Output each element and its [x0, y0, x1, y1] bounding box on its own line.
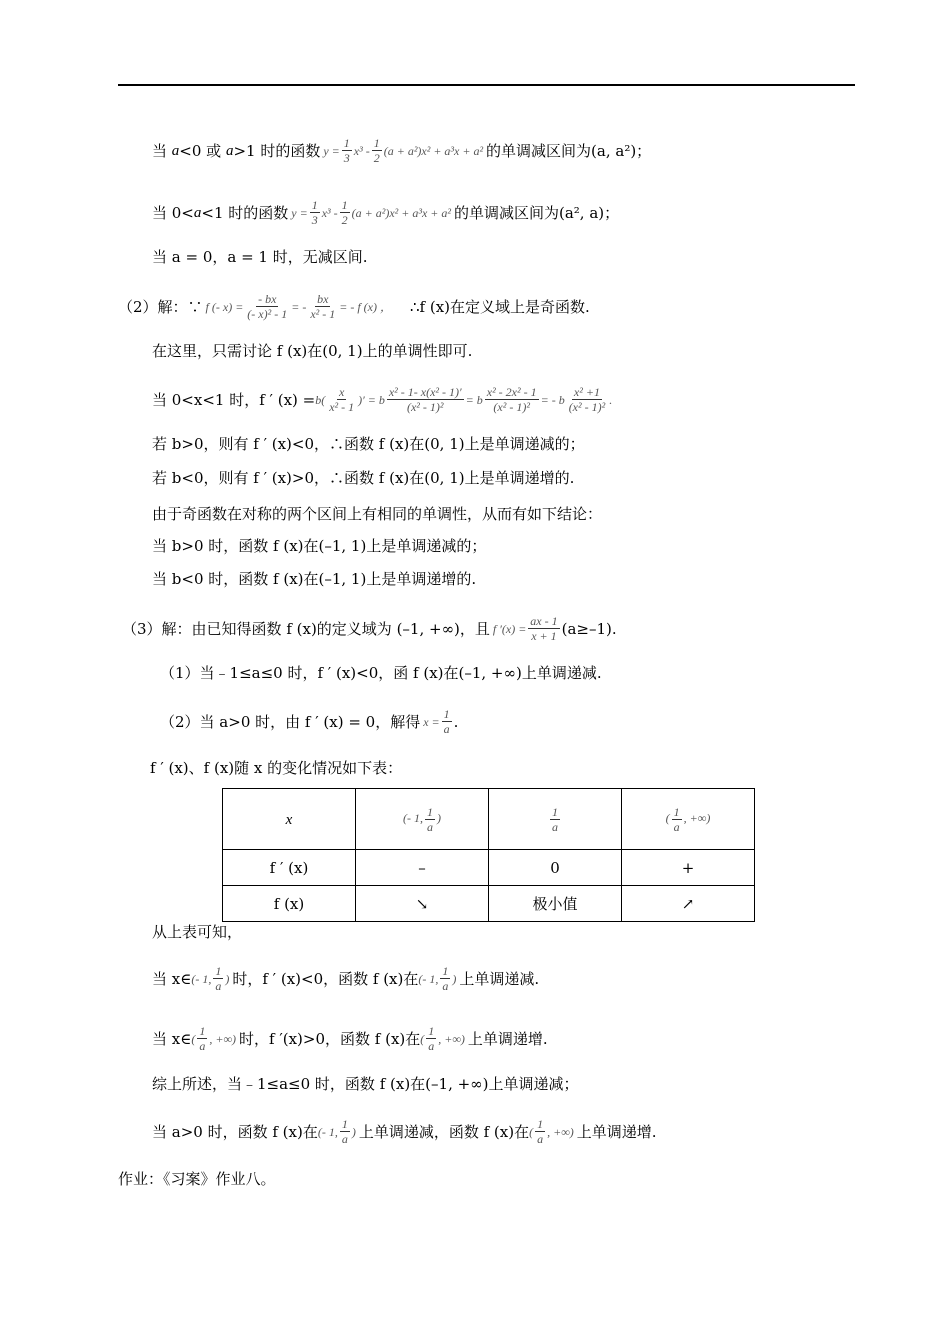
function-formula-1: y = $\frac{1}{3}$ x³ - $\frac{1}{2}$ (a + a²)x² + a³x + a² [320, 136, 487, 165]
text-segment: >1 时的函数 [233, 141, 321, 160]
table-cell: 极小值 [489, 886, 622, 922]
interval-formula: ( $\frac{1}{a}$ , +∞) [191, 1024, 239, 1053]
table-header-interval2: ( $\frac{1}{a}$ , +∞) [622, 789, 755, 850]
table-cell: 0 [489, 850, 622, 886]
text-segment: 上单调递增. [576, 1122, 657, 1141]
text-segment: （3）解：由已知得函数 f (x)的定义域为 (–1, +∞)，且 [122, 619, 490, 638]
interval-formula: ( $\frac{1}{a}$ , +∞) [529, 1117, 577, 1146]
text-line-3: 当 a = 0，a = 1 时，无减区间. [152, 248, 368, 266]
text-line-13: （1）当﹣1≤a≤0 时，f ′ (x)<0，函 f (x)在(–1, +∞)上单调递减. [160, 664, 602, 682]
text-line-19: 综上所述，当﹣1≤a≤0 时，函数 f (x)在(–1, +∞)上单调递减； [152, 1075, 579, 1093]
function-formula-2: y = $\frac{1}{3}$ x³ - $\frac{1}{2}$ (a + a²)x² + a³x + a² [288, 198, 454, 227]
interval-formula: ( $\frac{1}{a}$ , +∞) [420, 1024, 468, 1053]
text-line-7: 若 b>0，则有 f ′ (x)<0，∴函数 f (x)在(0, 1)上是单调递减的； [152, 435, 585, 453]
text-line-8: 若 b<0，则有 f ′ (x)>0，∴函数 f (x)在(0, 1)上是单调递增的. [152, 469, 575, 487]
text-line-9: 由于奇函数在对称的两个区间上有相同的单调性，从而有如下结论： [152, 505, 603, 523]
text-line-4 [118, 292, 590, 321]
text-segment: 上单调递减，函数 f (x)在 [358, 1122, 530, 1141]
text-segment: 当 x∈ [152, 1029, 192, 1048]
text-segment: 的单调减区间为(a², a)； [453, 203, 620, 222]
table-header-critical: $\frac{1}{a}$ [489, 789, 622, 850]
odd-function-formula: f (- x) = $\frac{- bx}{\text{(- x)² - 1}}$ = - $\frac{bx}{\text{x² - 1}}$ = - f (x) ， [202, 292, 410, 321]
text-line-1 [152, 136, 651, 165]
text-segment: 时，f ′ (x)<0，函数 f (x)在 [232, 969, 419, 988]
text-segment: （2）当 a>0 时，由 f ′ (x) = 0，解得 [160, 712, 421, 731]
text-line-6 [152, 385, 612, 414]
text-line-17 [152, 964, 539, 993]
text-segment: ∴f (x)在定义域上是奇函数. [409, 297, 590, 316]
text-line-10: 当 b>0 时，函数 f (x)在(–1, 1)上是单调递减的； [152, 537, 487, 555]
var-a: a [171, 142, 180, 159]
text-segment: 上单调递增. [467, 1029, 548, 1048]
table-cell: – [356, 850, 489, 886]
text-line-14: （2）当 a>0 时，由 f ′ (x) = 0，解得 x = $\frac{1}{a}$ . [160, 707, 459, 736]
text-segment: 当 [152, 141, 168, 160]
table-cell: ↘ [356, 886, 489, 922]
text-segment: (a≥–1). [561, 619, 617, 638]
text-line-12 [122, 614, 617, 643]
text-line-20 [152, 1117, 657, 1146]
text-line-5: 在这里，只需讨论 f (x)在(0, 1)上的单调性即可. [152, 342, 473, 360]
homework-line: 作业：《习案》作业八。 [118, 1170, 276, 1188]
interval-formula: (- 1, $\frac{1}{a}$ ) [191, 964, 233, 993]
text-segment: （2）解：∵ [118, 297, 203, 316]
interval-formula: (- 1, $\frac{1}{a}$ ) [317, 1117, 359, 1146]
table-cell: f (x) [223, 886, 356, 922]
header-rule [118, 84, 855, 86]
derivative-formula-3: f ′(x) = $\frac{ax - 1}{x + 1}$ [489, 614, 558, 643]
table-header-x: x [223, 789, 356, 850]
var-a: a [225, 142, 234, 159]
text-segment: 当 x∈ [152, 969, 192, 988]
table-cell: ↗ [622, 886, 755, 922]
text-segment: <1 时的函数 [201, 203, 289, 222]
derivative-formula: b( $\frac{x}{\text{x² - 1}}$ )′ = b $\frac{\text{x² - 1- x(x² - 1)′}}{\text{(x² - 1)²}}$ = b $\frac{\text{x² - 2x² - 1}}{\text{(x² - 1)²}}$ = - b $\frac{\text{x² +1}}{\text{(x² - 1)²}}$ . [315, 385, 613, 414]
text-segment: <0 或 [179, 141, 222, 160]
text-segment: 当 a>0 时，函数 f (x)在 [152, 1122, 318, 1141]
text-segment: 的单调减区间为(a, a²)； [486, 141, 652, 160]
text-line-18 [152, 1024, 548, 1053]
text-line-11: 当 b<0 时，函数 f (x)在(–1, 1)上是单调递增的. [152, 570, 477, 588]
interval-formula: (- 1, $\frac{1}{a}$ ) [418, 964, 460, 993]
text-line-16: 从上表可知， [152, 923, 243, 941]
text-segment: 上单调递减. [459, 969, 540, 988]
table-header-interval1: (- 1, $\frac{1}{a}$ ) [356, 789, 489, 850]
variation-table [222, 788, 755, 922]
var-a: a [193, 204, 202, 221]
text-segment: 时，f ′(x)>0，函数 f (x)在 [239, 1029, 421, 1048]
text-line-15: f ′ (x)、f (x)随 x 的变化情况如下表： [150, 759, 403, 777]
table-cell: + [622, 850, 755, 886]
solution-formula: x = $\frac{1}{a}$ [420, 707, 450, 736]
table-cell: f ′ (x) [223, 850, 356, 886]
text-line-2 [152, 198, 619, 227]
text-segment: 当 0<x<1 时，f ′ (x) = [152, 390, 316, 409]
text-segment: 当 0< [152, 203, 194, 222]
